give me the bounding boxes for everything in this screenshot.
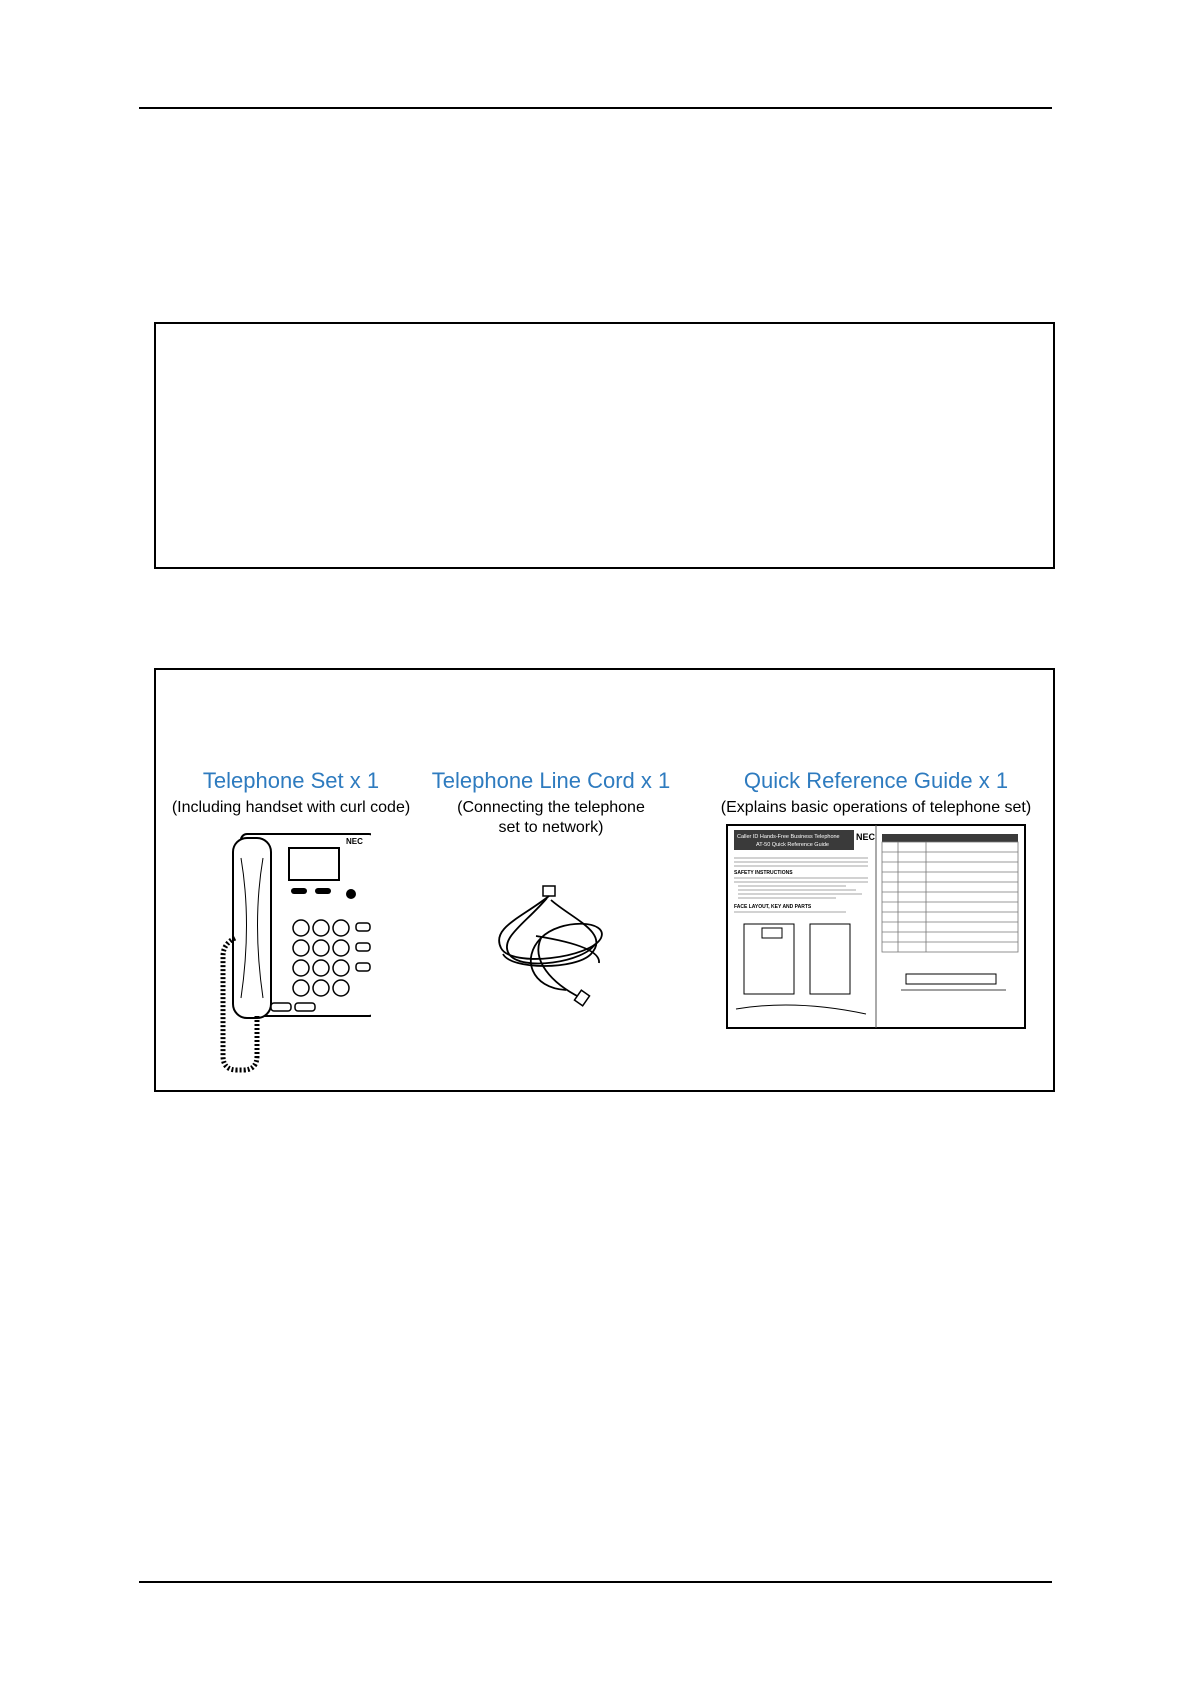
package-contents-box: [154, 668, 1055, 1092]
telephone-set-illustration: [211, 828, 371, 1078]
guide-subheading: AT-50 Quick Reference Guide: [756, 842, 829, 848]
item-subtitle: (Including handset with curl code): [171, 799, 411, 816]
guide-brand: NEC: [856, 832, 876, 842]
item-title: Telephone Set x 1: [202, 768, 380, 793]
empty-content-box: [154, 322, 1055, 569]
guide-heading: Caller ID Hands-Free Business Telephone: [737, 834, 840, 840]
item-title: Quick Reference Guide x 1: [743, 768, 1009, 793]
item-subtitle: (Connecting the telephone set to network): [457, 799, 645, 836]
item-title: Telephone Line Cord x 1: [431, 768, 671, 793]
item-telephone-set: [166, 768, 416, 846]
reference-guide-illustration: [726, 824, 1026, 1029]
guide-safety-heading: SAFETY INSTRUCTIONS: [734, 870, 793, 876]
footer-rule: [139, 1581, 1052, 1583]
phone-brand-label: NEC: [346, 837, 363, 846]
item-subtitle: (Explains basic operations of telephone set): [720, 799, 1032, 816]
guide-face-heading: FACE LAYOUT, KEY AND PARTS: [734, 904, 812, 910]
item-reference-guide: [706, 768, 1046, 910]
header-rule: [139, 107, 1052, 109]
item-line-cord: [426, 768, 676, 838]
line-cord-illustration: [481, 878, 621, 1018]
